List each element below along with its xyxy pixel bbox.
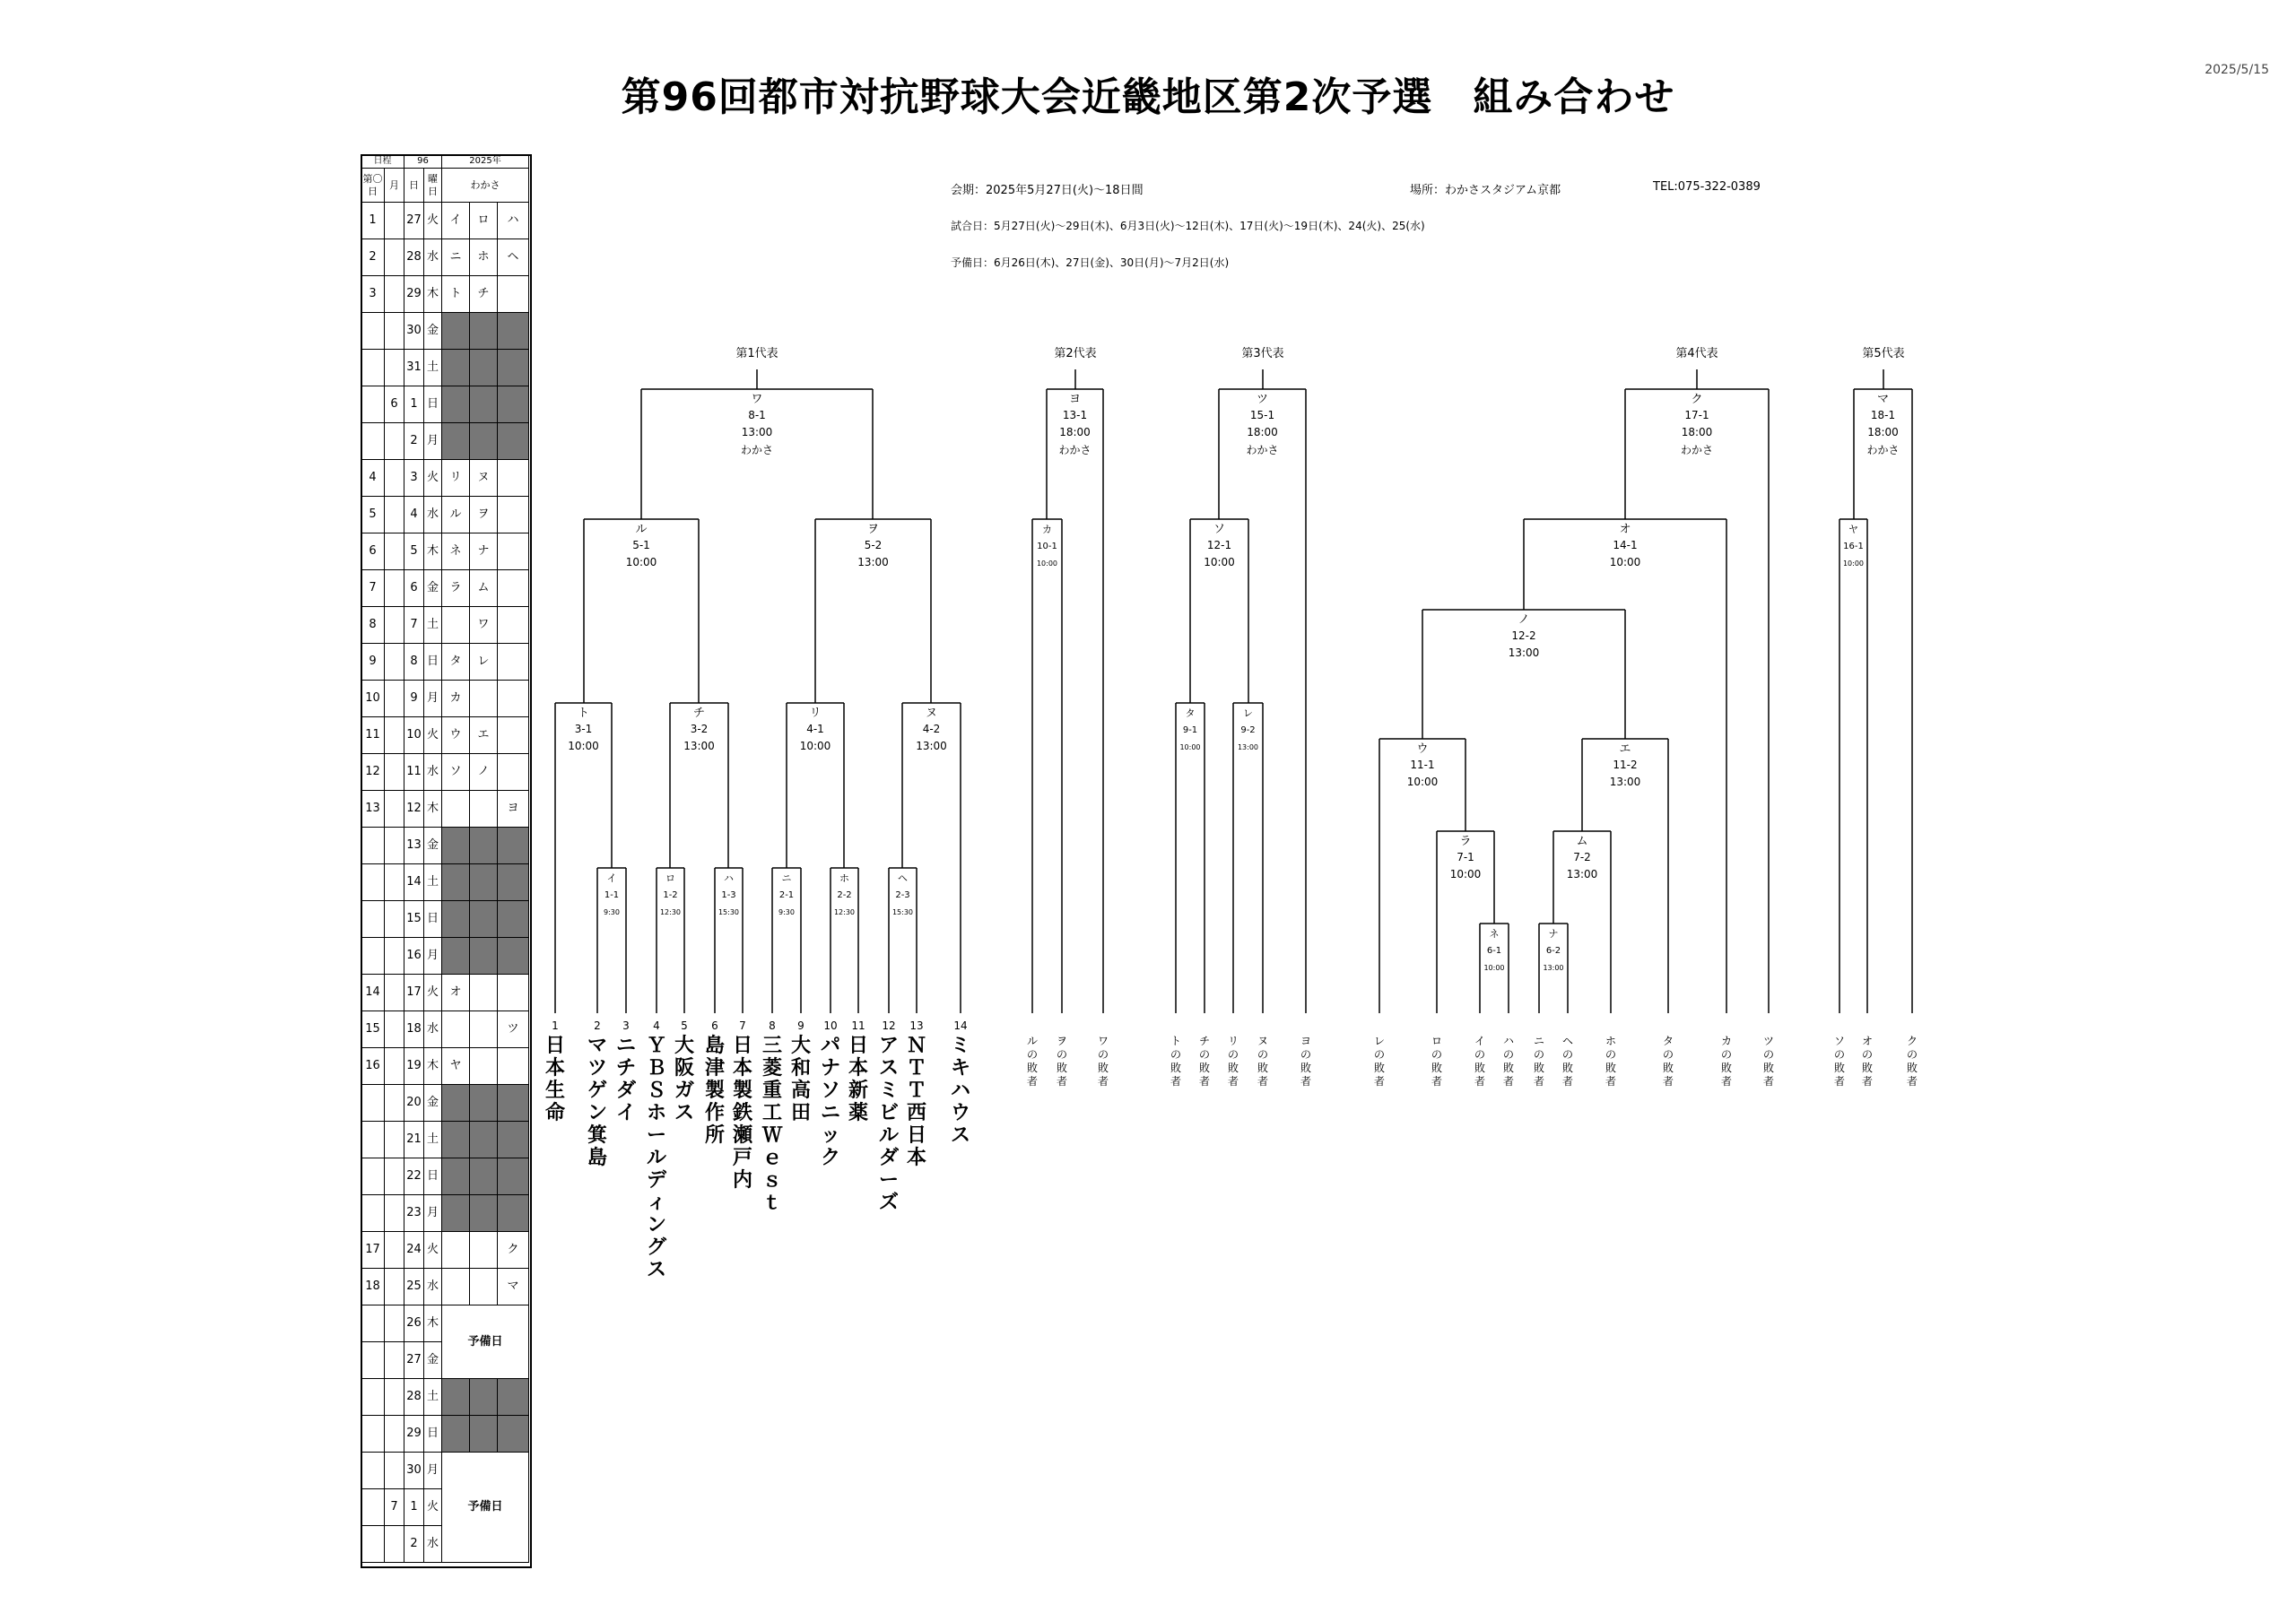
team-number: 2 bbox=[594, 1019, 601, 1032]
calendar-game-c: ヘ bbox=[498, 239, 529, 276]
game-number: 2-2 bbox=[837, 890, 852, 900]
calendar-game-a: ル bbox=[442, 497, 470, 533]
calendar-dow: 火 bbox=[424, 460, 442, 497]
calendar-dayno: 14 bbox=[361, 975, 385, 1011]
calendar-game-b: ノ bbox=[470, 754, 498, 791]
game-label: ノ bbox=[1518, 613, 1530, 627]
calendar-head-dow: 曜日 bbox=[424, 169, 442, 203]
loser-slot: ハの敗者 bbox=[1502, 1035, 1514, 1088]
game-number: 9-2 bbox=[1240, 725, 1256, 735]
calendar-day: 30 bbox=[404, 1453, 424, 1489]
game-label: ム bbox=[1576, 835, 1588, 848]
calendar-day: 12 bbox=[404, 791, 424, 828]
calendar-reserve-day: 予備日 bbox=[442, 1305, 529, 1379]
game-number: 18-1 bbox=[1870, 409, 1896, 421]
calendar-day: 23 bbox=[404, 1195, 424, 1232]
representative-label: 第2代表 bbox=[1054, 347, 1097, 360]
calendar-dow: 月 bbox=[424, 1453, 442, 1489]
game-number: 4-1 bbox=[806, 723, 824, 735]
game-label: ネ bbox=[1489, 928, 1500, 940]
game-number: 3-1 bbox=[574, 723, 593, 735]
game-number: 15-1 bbox=[1249, 409, 1275, 421]
calendar-dayno: 16 bbox=[361, 1048, 385, 1085]
game-days-info: 試合日：5月27日(火)～29日(木)、6月3日(火)～12日(木)、17日(火)～19日(木)、24(火)、25(水) bbox=[951, 220, 1425, 232]
loser-slot: ツの敗者 bbox=[1762, 1035, 1774, 1088]
game-time: 13:00 bbox=[1237, 743, 1259, 751]
team-number: 9 bbox=[797, 1019, 804, 1032]
game-time: 13:00 bbox=[857, 556, 889, 568]
reserve-days-info: 予備日：6月26日(木)、27日(金)、30日(月)～7月2日(水) bbox=[951, 256, 1230, 269]
calendar-dow: 木 bbox=[424, 1305, 442, 1342]
game-label: ロ bbox=[665, 872, 675, 884]
calendar-dow: 火 bbox=[424, 203, 442, 239]
calendar-dow: 水 bbox=[424, 1269, 442, 1305]
calendar-dayno: 7 bbox=[361, 570, 385, 607]
calendar-game-c: マ bbox=[498, 1269, 529, 1305]
calendar-game-b: ヌ bbox=[470, 460, 498, 497]
calendar-game-c: ツ bbox=[498, 1011, 529, 1048]
calendar-dayno: 15 bbox=[361, 1011, 385, 1048]
team-name: 日本新薬 bbox=[848, 1035, 868, 1124]
game-label: イ bbox=[606, 872, 617, 884]
game-label: ナ bbox=[1548, 928, 1559, 940]
game-label: ワ bbox=[751, 393, 763, 406]
calendar-dayno: 4 bbox=[361, 460, 385, 497]
game-time: 13:00 bbox=[1609, 776, 1641, 788]
calendar-dow: 火 bbox=[424, 1232, 442, 1269]
game-time: 13:00 bbox=[1543, 964, 1564, 972]
calendar-dow: 土 bbox=[424, 350, 442, 386]
game-time: 13:00 bbox=[741, 426, 773, 438]
calendar-game-b: ナ bbox=[470, 533, 498, 570]
game-label: ソ bbox=[1213, 523, 1226, 536]
calendar-day: 1 bbox=[404, 386, 424, 423]
game-label: ニ bbox=[781, 872, 792, 884]
team-number: 12 bbox=[882, 1019, 896, 1032]
calendar-day: 17 bbox=[404, 975, 424, 1011]
game-time: 9:30 bbox=[604, 908, 620, 916]
calendar-dow: 木 bbox=[424, 1048, 442, 1085]
game-number: 11-2 bbox=[1613, 759, 1638, 771]
loser-slot: カの敗者 bbox=[1720, 1035, 1732, 1088]
calendar-dayno: 1 bbox=[361, 203, 385, 239]
loser-slot: ヘの敗者 bbox=[1561, 1035, 1573, 1088]
team-number: 7 bbox=[739, 1019, 746, 1032]
calendar-dow: 水 bbox=[424, 239, 442, 276]
calendar-head-day: 日 bbox=[404, 169, 424, 203]
loser-slot: イの敗者 bbox=[1474, 1035, 1485, 1088]
team-number: 5 bbox=[681, 1019, 688, 1032]
calendar-game-b: ワ bbox=[470, 607, 498, 644]
representative-label: 第3代表 bbox=[1241, 347, 1284, 360]
game-number: 3-2 bbox=[690, 723, 709, 735]
game-label: ト bbox=[577, 707, 590, 720]
calendar-dow: 水 bbox=[424, 497, 442, 533]
game-time: 15:30 bbox=[891, 908, 914, 916]
calendar-day: 16 bbox=[404, 938, 424, 975]
calendar-game-c: ハ bbox=[498, 203, 529, 239]
calendar-game-a: ヤ bbox=[442, 1048, 470, 1085]
calendar-dayno: 8 bbox=[361, 607, 385, 644]
calendar-day: 18 bbox=[404, 1011, 424, 1048]
team-name: 大和高田 bbox=[790, 1035, 811, 1124]
calendar-dayno: 3 bbox=[361, 276, 385, 313]
game-time: 18:00 bbox=[1059, 426, 1091, 438]
team-number: 10 bbox=[823, 1019, 838, 1032]
calendar-dayno: 5 bbox=[361, 497, 385, 533]
game-number: 13-1 bbox=[1062, 409, 1088, 421]
game-number: 12-2 bbox=[1511, 629, 1536, 642]
calendar-dayno: 12 bbox=[361, 754, 385, 791]
game-label: カ bbox=[1042, 524, 1052, 535]
calendar-dow: 金 bbox=[424, 828, 442, 864]
calendar-day: 6 bbox=[404, 570, 424, 607]
loser-slot: レの敗者 bbox=[1373, 1035, 1385, 1088]
team-number: 11 bbox=[851, 1019, 865, 1032]
calendar-month: 6 bbox=[385, 386, 404, 423]
calendar-game-b: ヲ bbox=[470, 497, 498, 533]
calendar-head-schedule: 日程 bbox=[361, 155, 404, 169]
calendar-day: 9 bbox=[404, 681, 424, 717]
calendar-game-a: タ bbox=[442, 644, 470, 681]
calendar-day: 25 bbox=[404, 1269, 424, 1305]
game-label: タ bbox=[1185, 707, 1196, 719]
calendar-dow: 月 bbox=[424, 681, 442, 717]
calendar-dow: 日 bbox=[424, 386, 442, 423]
calendar-head-dayno: 第〇日 bbox=[361, 169, 385, 203]
game-time: 10:00 bbox=[1036, 559, 1058, 568]
team-name: パナソニック bbox=[820, 1035, 840, 1169]
tel-info: TEL:075-322-0389 bbox=[1653, 180, 1761, 194]
game-time: 10:00 bbox=[799, 740, 831, 752]
calendar-day: 19 bbox=[404, 1048, 424, 1085]
team-name: 日本製鉄瀬戸内 bbox=[732, 1035, 752, 1192]
calendar-day: 10 bbox=[404, 717, 424, 754]
calendar-dayno: 10 bbox=[361, 681, 385, 717]
calendar-dow: 日 bbox=[424, 901, 442, 938]
calendar-day: 29 bbox=[404, 276, 424, 313]
game-time: 12:30 bbox=[659, 908, 682, 916]
calendar-dayno: 11 bbox=[361, 717, 385, 754]
loser-slot: ヌの敗者 bbox=[1257, 1035, 1268, 1088]
calendar-game-b: ロ bbox=[470, 203, 498, 239]
loser-slot: ソの敗者 bbox=[1833, 1035, 1845, 1088]
game-time: 13:00 bbox=[1508, 646, 1540, 659]
calendar-day: 14 bbox=[404, 864, 424, 901]
calendar-dow: 月 bbox=[424, 423, 442, 460]
game-label: ホ bbox=[839, 872, 849, 884]
loser-slot: リの敗者 bbox=[1227, 1035, 1239, 1088]
calendar-day: 30 bbox=[404, 313, 424, 350]
game-number: 10-1 bbox=[1037, 542, 1057, 551]
game-time: 10:00 bbox=[1179, 743, 1201, 751]
calendar-dow: 金 bbox=[424, 570, 442, 607]
calendar-day: 8 bbox=[404, 644, 424, 681]
team-name: ニチダイ bbox=[615, 1035, 636, 1124]
calendar-game-a: オ bbox=[442, 975, 470, 1011]
loser-slot: トの敗者 bbox=[1170, 1035, 1181, 1088]
game-time: 10:00 bbox=[1406, 776, 1439, 788]
game-time: 10:00 bbox=[1204, 556, 1235, 568]
team-number: 1 bbox=[552, 1019, 559, 1032]
calendar-day: 15 bbox=[404, 901, 424, 938]
team-name: 島津製作所 bbox=[704, 1035, 725, 1147]
calendar-dayno: 17 bbox=[361, 1232, 385, 1269]
calendar-dow: 土 bbox=[424, 607, 442, 644]
calendar-game-a: ラ bbox=[442, 570, 470, 607]
game-time: 10:00 bbox=[568, 740, 599, 752]
calendar-dow: 木 bbox=[424, 276, 442, 313]
team-name: マツゲン箕島 bbox=[587, 1035, 607, 1169]
representative-label: 第4代表 bbox=[1675, 347, 1718, 360]
calendar-dayno: 9 bbox=[361, 644, 385, 681]
game-time: 10:00 bbox=[1449, 868, 1482, 880]
calendar-game-b: ホ bbox=[470, 239, 498, 276]
calendar-dow: 日 bbox=[424, 644, 442, 681]
calendar-dayno: 6 bbox=[361, 533, 385, 570]
representative-label: 第1代表 bbox=[735, 347, 778, 360]
game-number: 4-2 bbox=[922, 723, 941, 735]
calendar-game-a: リ bbox=[442, 460, 470, 497]
game-label: チ bbox=[692, 707, 706, 720]
game-label: ヘ bbox=[898, 872, 908, 884]
loser-slot: オの敗者 bbox=[1861, 1035, 1873, 1088]
loser-slot: ルの敗者 bbox=[1026, 1035, 1038, 1088]
team-name: 大阪ガス bbox=[674, 1035, 694, 1124]
calendar-dow: 木 bbox=[424, 533, 442, 570]
game-number: 8-1 bbox=[748, 409, 766, 421]
calendar-game-a: イ bbox=[442, 203, 470, 239]
game-number: 6-2 bbox=[1545, 946, 1561, 956]
calendar-game-b: レ bbox=[470, 644, 498, 681]
game-number: 6-1 bbox=[1486, 946, 1502, 956]
calendar-game-a: カ bbox=[442, 681, 470, 717]
period-info: 会期：2025年5月27日(火)～18日間 bbox=[951, 184, 1144, 197]
calendar-dow: 月 bbox=[424, 938, 442, 975]
calendar-dow: 金 bbox=[424, 1085, 442, 1122]
game-label: ル bbox=[635, 523, 648, 536]
calendar-month: 7 bbox=[385, 1489, 404, 1526]
game-label: ウ bbox=[1416, 742, 1429, 756]
game-venue: わかさ bbox=[1866, 444, 1900, 456]
calendar-dow: 土 bbox=[424, 1122, 442, 1158]
venue-info: 場所：わかさスタジアム京都 bbox=[1410, 184, 1561, 197]
game-time: 13:00 bbox=[1566, 868, 1598, 880]
loser-slot: クの敗者 bbox=[1906, 1035, 1918, 1088]
calendar-day: 11 bbox=[404, 754, 424, 791]
calendar-head-year: 2025年 bbox=[442, 155, 529, 169]
calendar-game-b: チ bbox=[470, 276, 498, 313]
game-label: ヤ bbox=[1848, 524, 1858, 535]
game-number: 9-1 bbox=[1182, 725, 1198, 735]
game-number: 7-1 bbox=[1457, 851, 1474, 863]
game-number: 1-2 bbox=[663, 890, 678, 900]
calendar-game-b: エ bbox=[470, 717, 498, 754]
game-time: 18:00 bbox=[1247, 426, 1278, 438]
calendar-game-b: ム bbox=[470, 570, 498, 607]
loser-slot: チの敗者 bbox=[1198, 1035, 1210, 1088]
game-time: 10:00 bbox=[1609, 556, 1641, 568]
calendar-day: 24 bbox=[404, 1232, 424, 1269]
calendar-day: 31 bbox=[404, 350, 424, 386]
calendar-day: 28 bbox=[404, 1379, 424, 1416]
calendar-dayno: 2 bbox=[361, 239, 385, 276]
team-name: 三菱重工Ｗｅｓｔ bbox=[761, 1035, 782, 1214]
game-number: 7-2 bbox=[1573, 851, 1591, 863]
game-time: 18:00 bbox=[1681, 426, 1713, 438]
calendar-reserve-day: 予備日 bbox=[442, 1453, 529, 1563]
calendar-day: 2 bbox=[404, 423, 424, 460]
calendar-day: 3 bbox=[404, 460, 424, 497]
team-name: ＮＴＴ西日本 bbox=[906, 1035, 926, 1169]
game-label: ツ bbox=[1256, 393, 1269, 406]
representative-label: 第5代表 bbox=[1862, 347, 1905, 360]
loser-slot: ヲの敗者 bbox=[1056, 1035, 1067, 1088]
calendar-game-a: ソ bbox=[442, 754, 470, 791]
team-number: 3 bbox=[622, 1019, 630, 1032]
team-name: ＹＢＳホールディングス bbox=[646, 1035, 666, 1281]
calendar-game-c: ヨ bbox=[498, 791, 529, 828]
loser-slot: ホの敗者 bbox=[1605, 1035, 1616, 1088]
game-label: エ bbox=[1619, 742, 1631, 756]
calendar-dow: 月 bbox=[424, 1195, 442, 1232]
calendar-day: 5 bbox=[404, 533, 424, 570]
game-label: リ bbox=[809, 707, 822, 720]
game-time: 18:00 bbox=[1867, 426, 1899, 438]
calendar-day: 20 bbox=[404, 1085, 424, 1122]
calendar-day: 29 bbox=[404, 1416, 424, 1453]
team-number: 6 bbox=[711, 1019, 718, 1032]
team-number: 14 bbox=[953, 1019, 968, 1032]
calendar-day: 27 bbox=[404, 203, 424, 239]
calendar-dayno: 13 bbox=[361, 791, 385, 828]
calendar-day: 2 bbox=[404, 1526, 424, 1563]
calendar-head-month: 月 bbox=[385, 169, 404, 203]
calendar-head-edition: 96 bbox=[404, 155, 442, 169]
loser-slot: ヨの敗者 bbox=[1300, 1035, 1311, 1088]
calendar-game-a: ト bbox=[442, 276, 470, 313]
game-label: オ bbox=[1619, 523, 1631, 536]
game-venue: わかさ bbox=[1680, 444, 1714, 456]
game-label: ハ bbox=[724, 872, 734, 884]
calendar-dow: 水 bbox=[424, 1011, 442, 1048]
game-label: レ bbox=[1243, 707, 1253, 719]
game-label: ク bbox=[1691, 393, 1703, 406]
calendar-dow: 水 bbox=[424, 1526, 442, 1563]
calendar-day: 26 bbox=[404, 1305, 424, 1342]
calendar-dow: 火 bbox=[424, 975, 442, 1011]
loser-slot: タの敗者 bbox=[1662, 1035, 1674, 1088]
team-number: 13 bbox=[909, 1019, 924, 1032]
calendar-dow: 火 bbox=[424, 717, 442, 754]
game-label: マ bbox=[1876, 393, 1890, 406]
calendar-day: 27 bbox=[404, 1342, 424, 1379]
game-time: 13:00 bbox=[683, 740, 715, 752]
loser-slot: ワの敗者 bbox=[1097, 1035, 1109, 1088]
game-number: 5-2 bbox=[864, 539, 883, 551]
game-label: ヨ bbox=[1068, 393, 1082, 406]
calendar-dow: 土 bbox=[424, 1379, 442, 1416]
calendar-game-c: ク bbox=[498, 1232, 529, 1269]
game-time: 15:30 bbox=[718, 908, 740, 916]
calendar-day: 22 bbox=[404, 1158, 424, 1195]
calendar-day: 4 bbox=[404, 497, 424, 533]
game-number: 12-1 bbox=[1206, 539, 1232, 551]
game-time: 9:30 bbox=[778, 908, 795, 916]
calendar-day: 21 bbox=[404, 1122, 424, 1158]
game-number: 2-1 bbox=[778, 890, 795, 900]
game-number: 16-1 bbox=[1843, 542, 1864, 551]
calendar-game-a: ウ bbox=[442, 717, 470, 754]
game-time: 10:00 bbox=[1842, 559, 1865, 568]
loser-slot: ニの敗者 bbox=[1533, 1035, 1544, 1088]
calendar-day: 1 bbox=[404, 1489, 424, 1526]
game-venue: わかさ bbox=[1058, 444, 1091, 456]
game-label: ヌ bbox=[925, 707, 938, 720]
team-number: 4 bbox=[653, 1019, 660, 1032]
calendar-dow: 火 bbox=[424, 1489, 442, 1526]
game-time: 12:30 bbox=[833, 908, 856, 916]
calendar-game-a: ネ bbox=[442, 533, 470, 570]
game-venue: わかさ bbox=[1246, 444, 1279, 456]
page-title: 第96回都市対抗野球大会近畿地区第2次予選 組み合わせ bbox=[621, 74, 1675, 120]
game-number: 11-1 bbox=[1410, 759, 1435, 771]
game-number: 1-3 bbox=[721, 890, 736, 900]
game-venue: わかさ bbox=[740, 444, 774, 456]
game-number: 17-1 bbox=[1684, 409, 1709, 421]
calendar-day: 7 bbox=[404, 607, 424, 644]
team-name: 日本生命 bbox=[544, 1035, 565, 1124]
calendar-head-venue: わかさ bbox=[442, 169, 529, 203]
game-label: ヲ bbox=[866, 523, 880, 536]
calendar-dow: 水 bbox=[424, 754, 442, 791]
calendar-dow: 木 bbox=[424, 791, 442, 828]
calendar-dow: 日 bbox=[424, 1158, 442, 1195]
print-date: 2025/5/15 bbox=[2205, 63, 2269, 77]
calendar-dayno: 18 bbox=[361, 1269, 385, 1305]
game-number: 1-1 bbox=[604, 890, 620, 900]
game-label: ラ bbox=[1459, 835, 1472, 848]
calendar-dow: 土 bbox=[424, 864, 442, 901]
calendar-day: 28 bbox=[404, 239, 424, 276]
game-time: 13:00 bbox=[916, 740, 947, 752]
team-number: 8 bbox=[769, 1019, 776, 1032]
game-number: 14-1 bbox=[1613, 539, 1638, 551]
calendar-day: 13 bbox=[404, 828, 424, 864]
game-time: 10:00 bbox=[625, 556, 657, 568]
calendar-dow: 金 bbox=[424, 313, 442, 350]
game-time: 10:00 bbox=[1483, 964, 1505, 972]
team-name: アスミビルダーズ bbox=[878, 1035, 899, 1214]
calendar-dow: 金 bbox=[424, 1342, 442, 1379]
game-number: 5-1 bbox=[632, 539, 650, 551]
calendar-game-a: ニ bbox=[442, 239, 470, 276]
game-number: 2-3 bbox=[895, 890, 910, 900]
calendar-dow: 日 bbox=[424, 1416, 442, 1453]
loser-slot: ロの敗者 bbox=[1431, 1035, 1442, 1088]
team-name: ミキハウス bbox=[950, 1035, 970, 1147]
